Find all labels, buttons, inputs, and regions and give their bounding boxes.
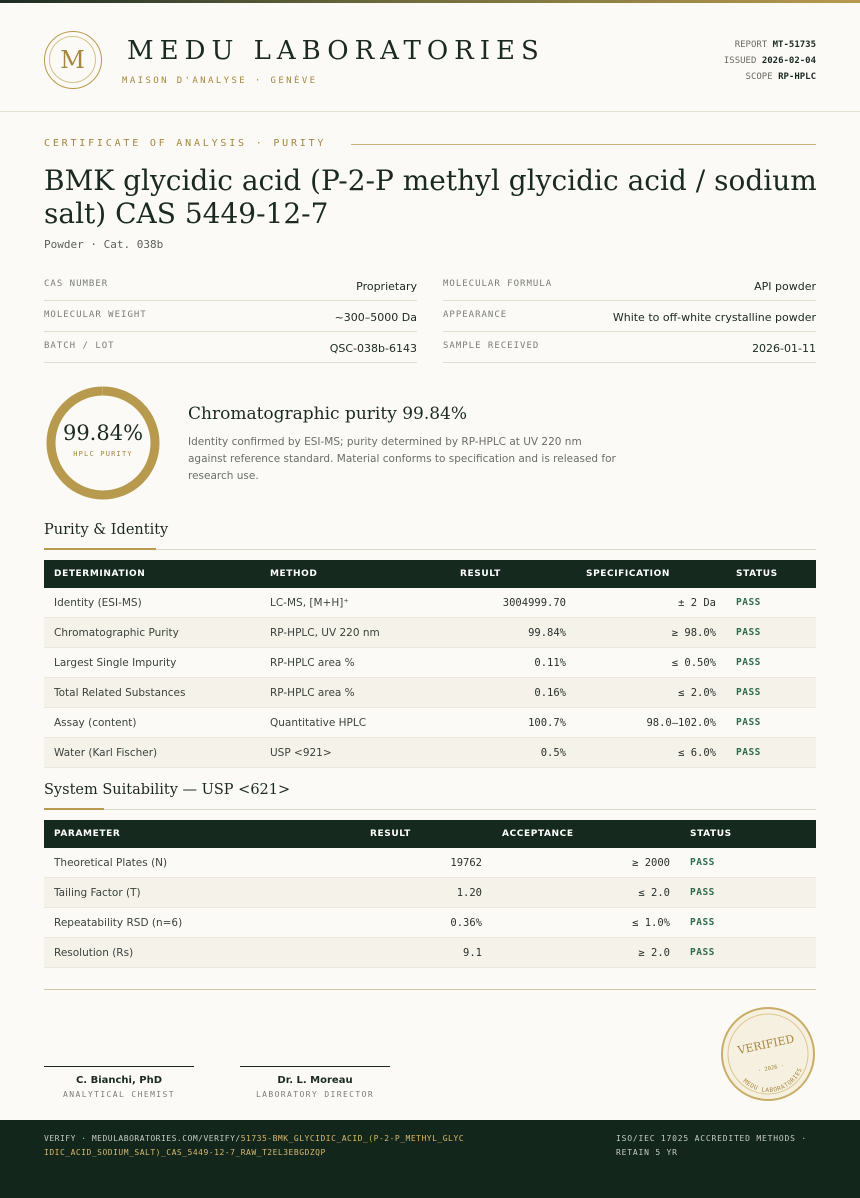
status-badge: PASS (726, 618, 816, 648)
status-badge: PASS (680, 848, 816, 878)
section-title-identity: Purity & Identity (44, 522, 169, 538)
report-label: REPORT (734, 40, 768, 50)
status-badge: PASS (726, 588, 816, 618)
cell-determination: Total Related Substances (44, 678, 260, 708)
kicker-rule (351, 144, 816, 145)
seal-year: · 2026 · (757, 1062, 785, 1075)
seal-main-text: VERIFIED (736, 1032, 796, 1058)
scope-value: RP-HPLC (778, 72, 816, 82)
cell-result: 3004999.70 (450, 588, 576, 618)
signatory-name: C. Bianchi, PhD (75, 1075, 163, 1086)
cell-result: 19762 (360, 848, 492, 878)
status-badge: PASS (680, 878, 816, 908)
status-badge: PASS (680, 908, 816, 938)
cell-determination: Assay (content) (44, 708, 260, 738)
info-row (44, 301, 417, 332)
cell-acceptance: ≥ 2000 (492, 848, 680, 878)
cell-parameter: Theoretical Plates (N) (44, 848, 360, 878)
cell-result: 0.36% (360, 908, 492, 938)
info-value: QSC-038b-6143 (329, 342, 417, 355)
info-value: Proprietary (356, 280, 417, 293)
cell-specification: ≤ 2.0% (576, 678, 726, 708)
info-label: MOLECULAR WEIGHT (44, 310, 147, 320)
status-badge: PASS (726, 678, 816, 708)
verify-prefix: VERIFY · MEDULABORATORIES.COM/VERIFY/ (44, 1134, 241, 1143)
product-title: BMK glycidic acid (P-2-P methyl glycidic acid / sodium salt) CAS 5449-12-7 (44, 164, 817, 230)
footer (0, 1120, 860, 1198)
product-subtitle: Powder · Cat. 038b (44, 238, 164, 251)
table-row (44, 848, 816, 878)
signatory-role: LABORATORY DIRECTOR (255, 1090, 375, 1099)
table-header-row (44, 560, 816, 588)
report-number: MT-51735 (772, 40, 816, 50)
cell-determination: Largest Single Impurity (44, 648, 260, 678)
col-header: RESULT (450, 560, 576, 588)
cell-method: RP-HPLC, UV 220 nm (260, 618, 450, 648)
col-header: STATUS (680, 820, 816, 848)
suitability-table (44, 820, 816, 968)
lab-logo (44, 31, 102, 89)
cell-method: LC-MS, [M+H]⁺ (260, 588, 450, 618)
col-header: RESULT (360, 820, 492, 848)
info-row (443, 332, 816, 363)
table-row (44, 618, 816, 648)
info-label: APPEARANCE (443, 310, 508, 320)
info-row (443, 270, 816, 301)
top-accent-bar (0, 0, 860, 3)
table-row (44, 708, 816, 738)
col-header: SPECIFICATION (576, 560, 726, 588)
info-label: SAMPLE RECEIVED (443, 341, 540, 351)
cell-specification: 98.0–102.0% (576, 708, 726, 738)
status-badge: PASS (680, 938, 816, 968)
cell-specification: ≥ 98.0% (576, 618, 726, 648)
info-label: BATCH / LOT (44, 341, 115, 351)
status-badge: PASS (726, 738, 816, 768)
cell-acceptance: ≤ 1.0% (492, 908, 680, 938)
status-badge: PASS (726, 648, 816, 678)
accreditation-note: ISO/IEC 17025 ACCREDITED METHODS · RETAIN 5 YR (616, 1134, 807, 1157)
info-row (44, 270, 417, 301)
section-accent (44, 548, 156, 550)
col-header: ACCEPTANCE (492, 820, 680, 848)
info-row (443, 301, 816, 332)
info-value: API powder (754, 280, 816, 293)
verify-link[interactable]: 51735-BMK_GLYCIDIC_ACID_(P-2-P_METHYL_GLYCIDIC_ACID_SODIUM_SALT)_CAS_5449-12-7_RAW_T2EL3EBGDZQP (44, 1134, 465, 1157)
cell-parameter: Repeatability RSD (n=6) (44, 908, 360, 938)
report-meta (724, 37, 816, 85)
cell-specification: ± 2 Da (576, 588, 726, 618)
info-value: 2026-01-11 (752, 342, 816, 355)
info-grid-left (44, 270, 417, 363)
col-header: PARAMETER (44, 820, 360, 848)
info-label: MOLECULAR FORMULA (443, 279, 553, 289)
col-header: METHOD (260, 560, 450, 588)
info-value: White to off-white crystalline powder (612, 311, 816, 324)
cell-result: 0.5% (450, 738, 576, 768)
verified-seal (720, 1006, 816, 1102)
cell-result: 100.7% (450, 708, 576, 738)
brand-tagline: MAISON D'ANALYSE · GENÈVE (122, 76, 318, 86)
table-row (44, 648, 816, 678)
cell-result: 1.20 (360, 878, 492, 908)
table-header-row (44, 820, 816, 848)
gauge-label: HPLC PURITY (73, 450, 133, 458)
cell-parameter: Resolution (Rs) (44, 938, 360, 968)
logo-monogram: M (49, 36, 96, 83)
info-row (44, 332, 417, 363)
seal-ring-text: MEDU LABORATORIES (741, 1066, 804, 1094)
issued-date: 2026-02-04 (761, 56, 816, 66)
cell-result: 99.84% (450, 618, 576, 648)
col-header: STATUS (726, 560, 816, 588)
brand-name: MEDU LABORATORIES (127, 36, 545, 66)
verify-line (44, 1132, 464, 1160)
table-row (44, 678, 816, 708)
scope-label: SCOPE (745, 72, 773, 82)
section-accent (44, 808, 104, 810)
cell-specification: ≤ 6.0% (576, 738, 726, 768)
signatory-role: ANALYTICAL CHEMIST (63, 1090, 175, 1099)
col-header: DETERMINATION (44, 560, 260, 588)
table-row (44, 588, 816, 618)
cell-acceptance: ≥ 2.0 (492, 938, 680, 968)
issued-label: ISSUED (723, 56, 757, 66)
section-rule (44, 809, 816, 810)
cell-method: RP-HPLC area % (260, 678, 450, 708)
info-label: CAS NUMBER (44, 279, 109, 289)
table-row (44, 908, 816, 938)
identity-table (44, 560, 816, 768)
cell-specification: ≤ 0.50% (576, 648, 726, 678)
signature-block (44, 1066, 194, 1099)
section-title-suitability: System Suitability — USP <621> (44, 782, 291, 798)
signatory-name: Dr. L. Moreau (277, 1075, 353, 1086)
header-divider (0, 111, 860, 112)
purity-heading: Chromatographic purity 99.84% (188, 404, 468, 424)
cell-parameter: Tailing Factor (T) (44, 878, 360, 908)
cell-method: RP-HPLC area % (260, 648, 450, 678)
table-row (44, 938, 816, 968)
table-row (44, 878, 816, 908)
section-rule (44, 549, 816, 550)
table-row (44, 738, 816, 768)
cell-acceptance: ≤ 2.0 (492, 878, 680, 908)
cell-result: 0.11% (450, 648, 576, 678)
info-grid-right (443, 270, 816, 363)
content-end-rule (44, 989, 816, 990)
seal-outer-ring (722, 1008, 814, 1100)
cell-method: USP <921> (260, 738, 450, 768)
cell-determination: Chromatographic Purity (44, 618, 260, 648)
signature-block (240, 1066, 390, 1099)
cell-method: Quantitative HPLC (260, 708, 450, 738)
cell-result: 0.16% (450, 678, 576, 708)
cell-determination: Identity (ESI-MS) (44, 588, 260, 618)
cell-result: 9.1 (360, 938, 492, 968)
certificate-kicker: CERTIFICATE OF ANALYSIS · PURITY (44, 138, 327, 149)
status-badge: PASS (726, 708, 816, 738)
info-value: ~300–5000 Da (334, 311, 417, 324)
purity-value: 99.84% (62, 421, 144, 445)
cell-determination: Water (Karl Fischer) (44, 738, 260, 768)
purity-description: Identity confirmed by ESI-MS; purity determined by RP-HPLC at UV 220 nm against reference standard. Material conforms to specification and is released for research use. (188, 436, 616, 482)
